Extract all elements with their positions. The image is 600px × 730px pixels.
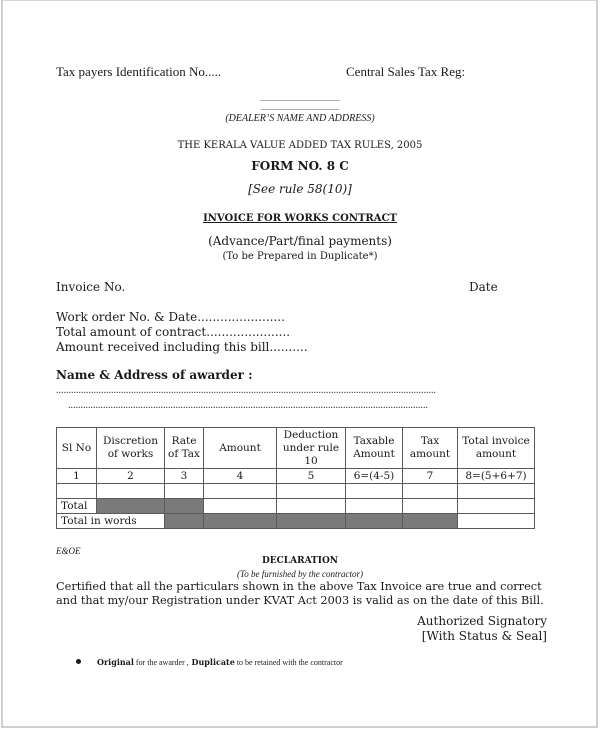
table-column-number-row [57, 469, 535, 484]
duplicate-label: Duplicate [188, 657, 235, 667]
payment-type: (Advance/Part/final payments) [208, 234, 392, 248]
duplicate-note: to be retained with the contractor [234, 658, 343, 667]
total-deduction-cell[interactable] [277, 499, 346, 514]
total-in-words-label: Total in words [57, 514, 165, 529]
declaration-line2: and that my/our Registration under KVAT Act 2003 is valid as on the date of this Bill. [56, 594, 544, 607]
col-header-rate: Rate of Tax [165, 428, 204, 469]
eoe-label: E&OE [56, 546, 81, 556]
signatory-line2: [With Status & Seal] [421, 629, 547, 643]
shaded-cell [165, 514, 204, 529]
work-order-label: Work order No. & Date....................... [56, 310, 285, 324]
duplicate-note: (To be Prepared in Duplicate*) [222, 251, 378, 262]
shaded-cell [204, 514, 277, 529]
awarder-dots-line1: ........................................................................................................................................................ [56, 385, 436, 396]
shaded-cell [403, 514, 458, 529]
col-header-amount: Amount [204, 428, 277, 469]
table-cell[interactable] [403, 484, 458, 499]
col-number: 1 [57, 469, 97, 484]
table-row [57, 484, 535, 499]
table-cell[interactable] [165, 484, 204, 499]
bullet-icon [76, 659, 81, 664]
total-contract-label: Total amount of contract...................... [56, 325, 291, 339]
shaded-cell [346, 514, 403, 529]
awarder-dots-line2: ................................................................................................................................................ [68, 400, 428, 411]
col-number: 3 [165, 469, 204, 484]
shaded-cell [277, 514, 346, 529]
original-label: Original [97, 657, 134, 667]
central-sales-tax-reg-label: Central Sales Tax Reg: [346, 64, 466, 79]
date-label: Date [469, 280, 498, 294]
tax-payers-id-label: Tax payers Identification No..... [56, 64, 222, 79]
col-header-total-invoice: Total invoice amount [458, 428, 535, 469]
col-header-description: Discretion of works [97, 428, 165, 469]
amount-received-label: Amount received including this bill.......... [56, 340, 308, 354]
signatory-line1: Authorized Signatory [417, 614, 547, 628]
col-number: 8=(5+6+7) [458, 469, 535, 484]
form-number: FORM NO. 8 C [251, 159, 349, 173]
table-cell[interactable] [97, 484, 165, 499]
col-number: 6=(4-5) [346, 469, 403, 484]
table-cell[interactable] [57, 484, 97, 499]
invoice-no-label: Invoice No. [56, 280, 126, 294]
awarder-label: Name & Address of awarder : [56, 368, 253, 382]
col-number: 7 [403, 469, 458, 484]
total-label: Total [57, 499, 97, 514]
shaded-cell [165, 499, 204, 514]
invoice-heading: INVOICE FOR WORKS CONTRACT [203, 213, 397, 224]
invoice-table [56, 427, 535, 529]
declaration-title: DECLARATION [261, 556, 339, 566]
declaration-subtitle: (To be furnished by the contractor) [237, 569, 363, 579]
col-header-tax-amount: Tax amount [403, 428, 458, 469]
table-cell[interactable] [458, 484, 535, 499]
total-tax-cell[interactable] [403, 499, 458, 514]
see-rule: [See rule 58(10)] [248, 182, 352, 196]
original-note: for the awarder , [133, 658, 189, 667]
dealer-name-dots: ........................................ [260, 94, 340, 103]
table-cell[interactable] [204, 484, 277, 499]
table-header-row [57, 428, 535, 469]
total-amount-cell[interactable] [204, 499, 277, 514]
rules-title: THE KERALA VALUE ADDED TAX RULES, 2005 [177, 140, 423, 151]
table-cell[interactable] [346, 484, 403, 499]
table-cell[interactable] [277, 484, 346, 499]
shaded-cell [97, 499, 165, 514]
table-total-in-words-row [57, 514, 535, 529]
col-header-sl-no: Sl No [57, 428, 97, 469]
copy-distribution-note [97, 657, 343, 667]
col-number: 2 [97, 469, 165, 484]
total-in-words-cell[interactable] [458, 514, 535, 529]
col-header-deduction: Deduction under rule 10 [277, 428, 346, 469]
col-number: 4 [204, 469, 277, 484]
table-total-row [57, 499, 535, 514]
dealer-caption: (DEALER’S NAME AND ADDRESS) [225, 113, 375, 124]
declaration-line1: Certified that all the particulars shown in the above Tax Invoice are true and correct [56, 580, 542, 593]
col-header-taxable: Taxable Amount [346, 428, 403, 469]
dealer-address-dots: ....................................... [261, 103, 339, 112]
total-taxable-cell[interactable] [346, 499, 403, 514]
total-invoice-cell[interactable] [458, 499, 535, 514]
col-number: 5 [277, 469, 346, 484]
